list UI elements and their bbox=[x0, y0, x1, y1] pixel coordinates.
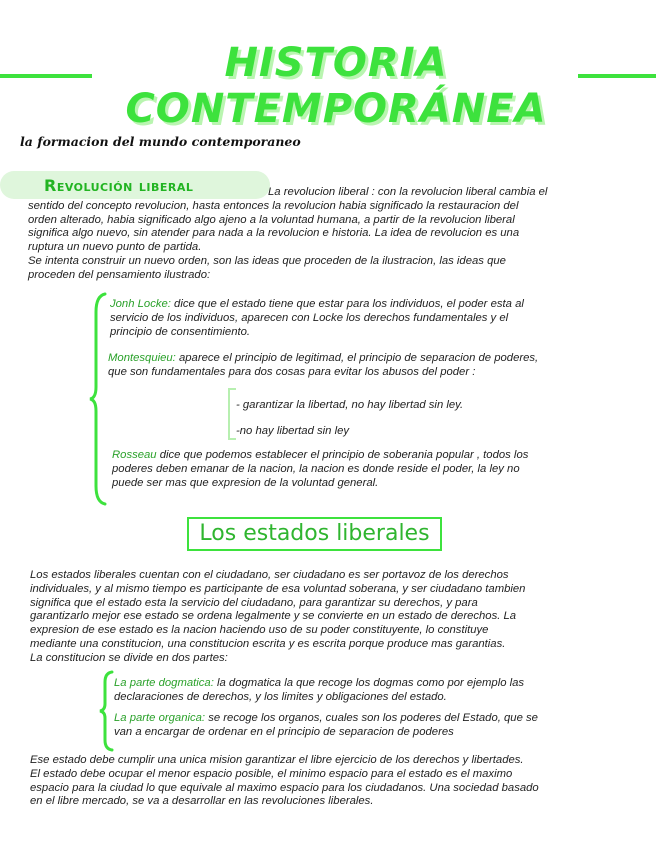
closing-line: El estado debe ocupar el menor espacio posible, el minimo espacio para el estado es el maximo bbox=[30, 767, 513, 780]
locke-line: dice que el estado tiene que estar para los individuos, el poder esta al bbox=[170, 298, 524, 310]
bullet-item: - garantizar la libertad, no hay libertad sin ley. bbox=[236, 399, 464, 411]
dogmatic-paragraph bbox=[114, 677, 644, 705]
rousseau-name: Rosseau bbox=[112, 449, 157, 461]
dogmatic-name: La parte dogmatica: bbox=[114, 677, 214, 689]
montesquieu-paragraph bbox=[108, 352, 648, 380]
organic-line: se recoge los organos, cuales son los poderes del Estado, que se bbox=[205, 712, 538, 724]
montesquieu-line: aparece el principio de legitimad, el principio de separacion de poderes, bbox=[175, 352, 539, 364]
bullet-item: -no hay libertad sin ley bbox=[236, 425, 350, 437]
title-line-right bbox=[578, 74, 656, 78]
dogmatic-line: la dogmatica la que recoge los dogmas como por ejemplo las bbox=[213, 677, 525, 689]
section-heading-liberal-states: Los estados liberales bbox=[187, 517, 442, 551]
organic-name: La parte organica: bbox=[114, 712, 206, 724]
title-line-left bbox=[0, 74, 92, 78]
states-line: mediante una constitucion, una constitucion escrita y es escrita porque produce mas garantias. bbox=[30, 637, 506, 650]
rousseau-line: puede ser mas que expresion de la voluntad general. bbox=[112, 476, 379, 489]
states-line: Los estados liberales cuentan con el ciudadano, ser ciudadano es ser portavoz de los derechos bbox=[30, 569, 509, 581]
states-line: garantizarlo mejor ese estado se ordena legalmente y se convierte en un estado de derechos. La bbox=[30, 610, 517, 623]
locke-name: Jonh Locke: bbox=[110, 298, 171, 310]
locke-line: servicio de los individuos, aparecen con Locke los derechos fundamentales y el bbox=[110, 311, 509, 324]
intro-line: significa algo nuevo, sin atender para nada a la revolucion e historia. La idea de revolucion es una bbox=[28, 227, 520, 240]
closing-line: en el libre mercado, se va a desarrollar en las revoluciones liberales. bbox=[30, 795, 374, 808]
organic-line: van a encargar de ordenar en el principio de separacion de poderes bbox=[114, 725, 454, 738]
locke-line: principio de consentimiento. bbox=[110, 325, 251, 338]
bullet-bracket bbox=[228, 388, 236, 440]
closing-paragraph bbox=[30, 754, 650, 809]
states-line: individuales, y al mismo tiempo es participante de esa voluntad soberana, y ser ciudadano tambien bbox=[30, 582, 526, 595]
page-subtitle: la formacion del mundo contemporaneo bbox=[20, 134, 301, 149]
montesquieu-line: que son fundamentales para dos cosas para evitar los abusos del poder : bbox=[108, 365, 476, 378]
page-title: HISTORIA CONTEMPORÁNEA bbox=[125, 40, 547, 132]
states-line: expresion de ese estado es la nacion haciendo uso de su poder constituyente, lo constituye bbox=[30, 624, 489, 637]
section-heading-liberal-revolution: Revolución liberal bbox=[44, 176, 194, 195]
closing-line: Ese estado debe cumplir una unica mision garantizar el libre ejercicio de los derechos y libertades. bbox=[30, 754, 524, 766]
locke-paragraph bbox=[110, 298, 650, 339]
intro-line: sentido del concepto revolucion, hasta entonces la revolucion habia significado la restauracion del bbox=[28, 199, 519, 212]
states-paragraph bbox=[30, 569, 650, 666]
organic-paragraph bbox=[114, 712, 644, 740]
states-line: significa que el estado esta la servicio del ciudadano, para garantizar su derechos, y para bbox=[30, 596, 478, 609]
intro-line: orden alterado, habia significado algo ajeno a la voluntad humana, a partir de la revolucion liberal bbox=[28, 213, 515, 226]
intro-line: ruptura un nuevo punto de partida. bbox=[28, 241, 202, 254]
intro-line: La revolucion liberal : con la revolucion liberal cambia el bbox=[268, 186, 548, 198]
curly-brace-small bbox=[98, 670, 114, 752]
closing-line: espacio para la ciudad lo que equivale al maximo espacio para los ciudadanos. Una sociedad basado bbox=[30, 781, 539, 794]
rousseau-line: dice que podemos establecer el principio de soberania popular , todos los bbox=[156, 449, 529, 461]
intro-line: proceden del pensamiento ilustrado: bbox=[28, 268, 211, 281]
rousseau-line: poderes deben emanar de la nacion, la nacion es donde reside el poder, la ley no bbox=[112, 462, 520, 475]
curly-brace-left bbox=[88, 292, 108, 506]
intro-paragraph bbox=[0, 186, 656, 283]
dogmatic-line: declaraciones de derechos, y los limites y obligaciones del estado. bbox=[114, 690, 447, 703]
montesquieu-name: Montesquieu: bbox=[108, 352, 176, 364]
states-line: La constitucion se divide en dos partes: bbox=[30, 651, 228, 664]
rousseau-paragraph bbox=[112, 449, 652, 490]
intro-line: Se intenta construir un nuevo orden, son las ideas que proceden de la ilustracion, las ideas que bbox=[28, 254, 506, 267]
bullet-list bbox=[236, 392, 616, 444]
